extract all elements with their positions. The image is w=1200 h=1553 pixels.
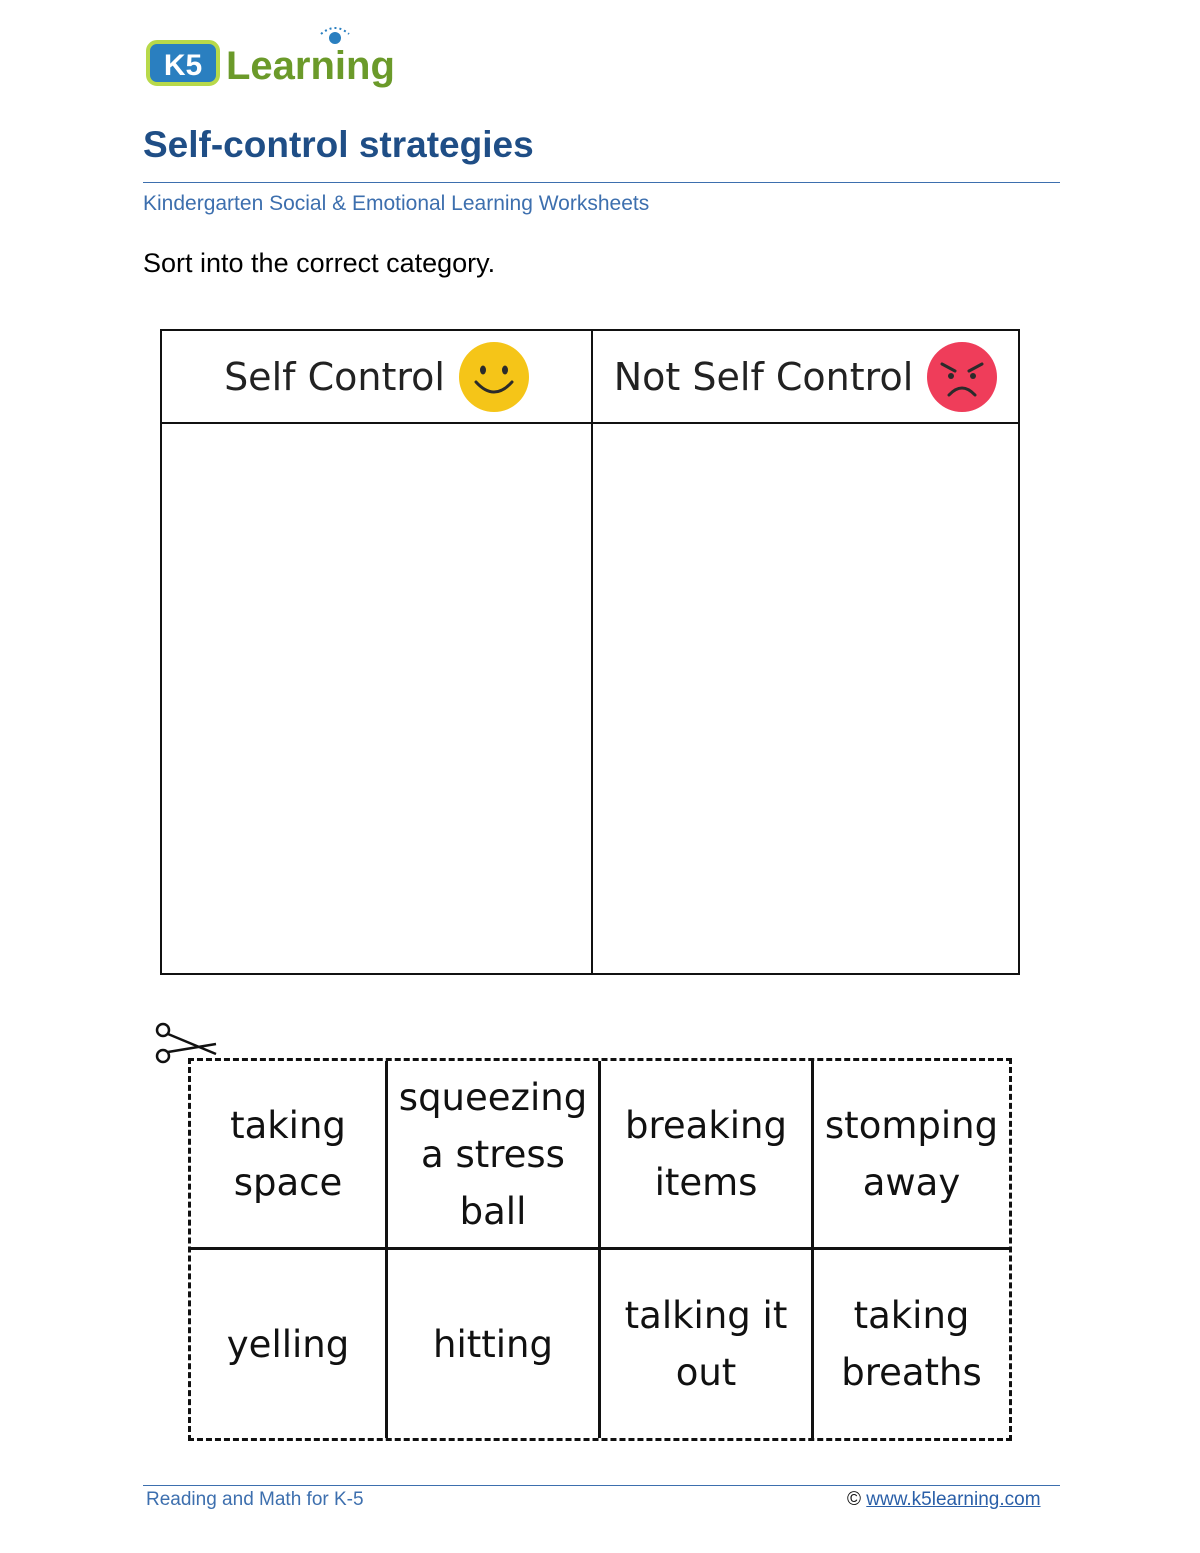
drop-zone-not-self-control[interactable] [593, 425, 1018, 973]
cut-out-cards [188, 1058, 1012, 1441]
footer-link[interactable]: www.k5learning.com [866, 1489, 1041, 1510]
card-stomping-away[interactable]: stomping away [814, 1061, 1009, 1250]
card-squeezing-stress-ball[interactable]: squeezing a stress ball [388, 1061, 601, 1250]
column-header-not-self-control [593, 331, 1018, 423]
page-title: Self-control strategies [143, 124, 534, 165]
page-subtitle: Kindergarten Social & Emotional Learning Worksheets [143, 192, 650, 215]
card-grid [191, 1061, 1009, 1438]
footer-tagline: Reading and Math for K-5 [146, 1489, 364, 1510]
svg-text:Learning: Learning [226, 44, 395, 88]
card-yelling[interactable]: yelling [191, 1250, 388, 1438]
footer-copyright [847, 1489, 1041, 1511]
angry-face-icon [927, 342, 997, 412]
column-header-self-control [162, 331, 591, 423]
column-label: Not Self Control [613, 355, 914, 399]
column-label: Self Control [224, 355, 445, 399]
footer-divider [143, 1485, 1060, 1486]
drop-zone-self-control[interactable] [162, 425, 591, 973]
card-breaking-items[interactable]: breaking items [601, 1061, 814, 1250]
card-taking-space[interactable]: taking space [191, 1061, 388, 1250]
k5-learning-logo [143, 24, 413, 94]
card-talking-it-out[interactable]: talking it out [601, 1250, 814, 1438]
card-taking-breaths[interactable]: taking breaths [841, 1294, 982, 1394]
instructions: Sort into the correct category. [143, 248, 496, 278]
smiley-face-icon [459, 342, 529, 412]
sort-table [160, 329, 1020, 975]
svg-text:K5: K5 [163, 49, 203, 82]
card-hitting[interactable]: hitting [388, 1250, 601, 1438]
title-divider [143, 182, 1060, 183]
copyright-symbol: © [847, 1489, 861, 1510]
